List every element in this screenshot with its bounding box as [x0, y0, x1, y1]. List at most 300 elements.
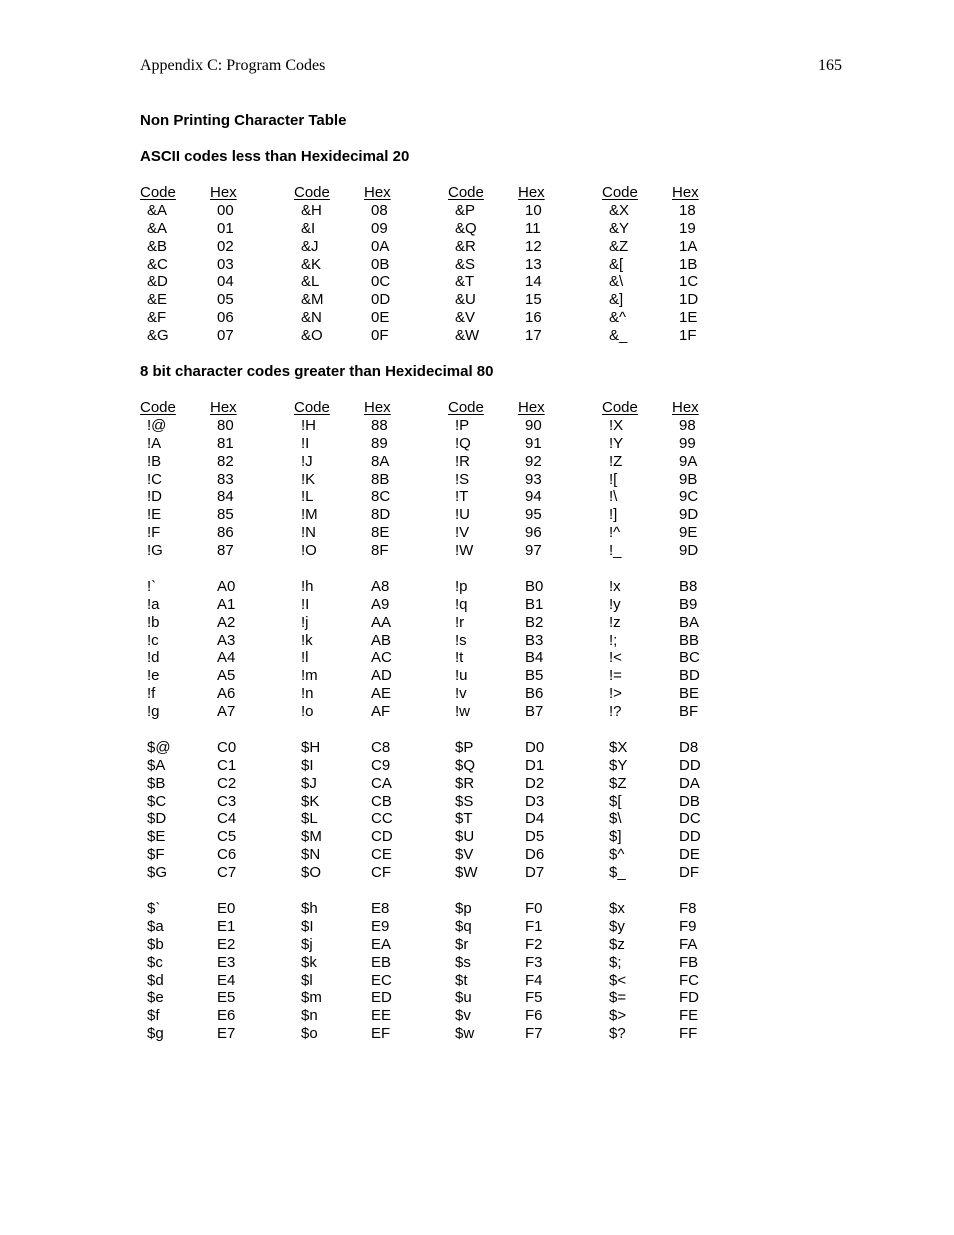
hex-cell: 06	[217, 309, 234, 327]
code-cell: $h	[301, 899, 318, 917]
hex-cell: 84	[217, 488, 234, 506]
group-spacer	[140, 560, 732, 578]
code-cell: $k	[301, 953, 317, 971]
code-cell: $E	[147, 828, 166, 846]
hex-cell: 1C	[679, 273, 699, 291]
table-row	[140, 936, 732, 954]
code-cell: !S	[455, 470, 470, 488]
hex-cell: C0	[217, 738, 237, 756]
code-cell: !F	[147, 524, 161, 542]
code-cell: !Z	[609, 452, 623, 470]
hex-cell: AE	[371, 685, 392, 703]
code-cell: $c	[147, 953, 163, 971]
hex-cell: D8	[679, 738, 699, 756]
hex-cell: CA	[371, 774, 392, 792]
code-cell: Code	[602, 184, 638, 201]
table-row	[140, 506, 732, 524]
code-cell: !w	[455, 703, 470, 721]
hex-cell: AC	[371, 649, 392, 667]
table-row	[140, 220, 732, 238]
code-cell: !Y	[609, 434, 624, 452]
code-cell: !o	[301, 703, 314, 721]
table-row	[140, 972, 732, 990]
group-spacer	[140, 882, 732, 900]
table-row	[140, 238, 732, 256]
code-cell: $j	[301, 935, 313, 953]
code-cell: &S	[455, 255, 476, 273]
hex-cell: FE	[679, 1007, 699, 1025]
code-cell: $[	[609, 792, 622, 810]
code-cell: &R	[455, 237, 476, 255]
hex-cell: EA	[371, 935, 392, 953]
code-cell: $O	[301, 864, 322, 882]
hex-cell: 98	[679, 416, 696, 434]
code-cell: $T	[455, 810, 473, 828]
hex-cell: AF	[371, 703, 391, 721]
hex-cell: 86	[217, 524, 234, 542]
code-cell: $Y	[609, 756, 628, 774]
table-row	[140, 417, 732, 435]
code-cell: &T	[455, 273, 475, 291]
code-cell: $P	[455, 738, 474, 756]
code-cell: !r	[455, 613, 465, 631]
table-row	[140, 632, 732, 650]
hex-cell: A9	[371, 595, 390, 613]
hex-cell: E2	[217, 935, 236, 953]
table-header-row	[140, 184, 732, 202]
hex-cell: DF	[679, 864, 699, 882]
hex-cell: B4	[525, 649, 544, 667]
code-cell: !f	[147, 685, 156, 703]
ascii-section-heading: ASCII codes less than Hexidecimal 20	[140, 148, 410, 165]
code-cell: !\	[609, 488, 618, 506]
hex-cell: 9C	[679, 488, 699, 506]
table-title: Non Printing Character Table	[140, 112, 347, 129]
table-row	[140, 327, 732, 345]
code-cell: $v	[455, 1007, 471, 1025]
code-cell: &Z	[609, 237, 629, 255]
code-cell: $r	[455, 935, 469, 953]
hex-cell: F1	[525, 917, 543, 935]
code-cell: &B	[147, 237, 168, 255]
table-row	[140, 273, 732, 291]
table-row	[140, 578, 732, 596]
hex-cell: 8D	[371, 506, 391, 524]
hex-cell: 1B	[679, 255, 698, 273]
hex-cell: 85	[217, 506, 234, 524]
hex-cell: C6	[217, 846, 237, 864]
hex-cell: EE	[371, 1007, 392, 1025]
hex-cell: 97	[525, 542, 542, 560]
code-cell: !l	[301, 649, 309, 667]
code-cell: $I	[301, 756, 314, 774]
hex-cell: C5	[217, 828, 237, 846]
hex-cell: 81	[217, 434, 234, 452]
code-cell: $K	[301, 792, 320, 810]
table-row	[140, 202, 732, 220]
hex-cell: 13	[525, 255, 542, 273]
code-cell: !h	[301, 577, 314, 595]
code-cell: $;	[609, 953, 622, 971]
hex-cell: A8	[371, 577, 390, 595]
hex-cell: 91	[525, 434, 542, 452]
hex-cell: A2	[217, 613, 236, 631]
hex-cell: CE	[371, 846, 392, 864]
hex-cell: 02	[217, 237, 234, 255]
code-cell: &V	[455, 309, 476, 327]
hex-cell: Hex	[518, 184, 545, 201]
code-cell: $N	[301, 846, 321, 864]
code-cell: !J	[301, 452, 313, 470]
hex-cell: F8	[679, 899, 697, 917]
code-cell: Code	[140, 399, 176, 416]
code-cell: &Y	[609, 219, 630, 237]
code-cell: $Z	[609, 774, 627, 792]
code-cell: !I	[301, 595, 310, 613]
hex-cell: 9D	[679, 506, 699, 524]
code-cell: $<	[609, 971, 627, 989]
hex-cell: 03	[217, 255, 234, 273]
hex-cell: CC	[371, 810, 393, 828]
hex-cell: 83	[217, 470, 234, 488]
code-cell: &F	[147, 309, 167, 327]
hex-cell: FA	[679, 935, 698, 953]
table-row	[140, 435, 732, 453]
hex-cell: BF	[679, 703, 699, 721]
code-cell: !D	[147, 488, 162, 506]
hex-cell: 04	[217, 273, 234, 291]
hex-cell: 17	[525, 327, 542, 345]
table-row	[140, 810, 732, 828]
code-cell: !t	[455, 649, 464, 667]
code-cell: !P	[455, 416, 470, 434]
hex-cell: Hex	[210, 399, 237, 416]
hex-cell: E8	[371, 899, 390, 917]
code-cell: $S	[455, 792, 474, 810]
code-cell: !x	[609, 577, 621, 595]
code-cell: &M	[301, 291, 324, 309]
hex-cell: FC	[679, 971, 699, 989]
table-header-row	[140, 399, 732, 417]
hex-cell: 00	[217, 201, 234, 219]
hex-cell: 9D	[679, 542, 699, 560]
table-row	[140, 667, 732, 685]
hex-cell: 87	[217, 542, 234, 560]
code-cell: $]	[609, 828, 622, 846]
code-cell: $?	[609, 1025, 626, 1043]
hex-cell: C3	[217, 792, 237, 810]
table-row	[140, 703, 732, 721]
code-cell: !j	[301, 613, 309, 631]
code-cell: &E	[147, 291, 168, 309]
group-spacer	[140, 721, 732, 739]
hex-cell: A7	[217, 703, 236, 721]
table-row	[140, 864, 732, 882]
hex-cell: C9	[371, 756, 391, 774]
hex-cell: 8C	[371, 488, 391, 506]
code-cell: $a	[147, 917, 164, 935]
code-cell: $l	[301, 971, 313, 989]
code-cell: $d	[147, 971, 164, 989]
hex-cell: Hex	[364, 184, 391, 201]
code-cell: &^	[609, 309, 627, 327]
code-cell: !u	[455, 667, 468, 685]
table-row	[140, 453, 732, 471]
eight-bit-section-heading: 8 bit character codes greater than Hexidecimal 80	[140, 363, 494, 380]
code-cell: &U	[455, 291, 476, 309]
page-number: 165	[818, 57, 842, 74]
hex-cell: C1	[217, 756, 237, 774]
hex-cell: EF	[371, 1025, 391, 1043]
code-cell: $x	[609, 899, 625, 917]
code-cell: !s	[455, 631, 467, 649]
hex-cell: 0F	[371, 327, 389, 345]
code-cell: &I	[301, 219, 316, 237]
hex-cell: C4	[217, 810, 237, 828]
hex-cell: E3	[217, 953, 236, 971]
hex-cell: D1	[525, 756, 545, 774]
hex-cell: Hex	[672, 184, 699, 201]
hex-cell: E9	[371, 917, 390, 935]
hex-cell: 0A	[371, 237, 390, 255]
hex-cell: 16	[525, 309, 542, 327]
hex-cell: 90	[525, 416, 542, 434]
hex-cell: F0	[525, 899, 543, 917]
code-cell: $@	[147, 738, 171, 756]
code-cell: Code	[602, 399, 638, 416]
code-cell: !?	[609, 703, 622, 721]
hex-cell: BE	[679, 685, 700, 703]
hex-cell: D0	[525, 738, 545, 756]
hex-cell: B1	[525, 595, 544, 613]
hex-cell: Hex	[364, 399, 391, 416]
hex-cell: B7	[525, 703, 544, 721]
hex-cell: 8A	[371, 452, 390, 470]
hex-cell: Hex	[672, 399, 699, 416]
hex-cell: D3	[525, 792, 545, 810]
code-cell: !C	[147, 470, 162, 488]
hex-cell: 95	[525, 506, 542, 524]
table-row	[140, 596, 732, 614]
hex-cell: 80	[217, 416, 234, 434]
hex-cell: F6	[525, 1007, 543, 1025]
table-row	[140, 828, 732, 846]
hex-cell: 8F	[371, 542, 389, 560]
table-row	[140, 1025, 732, 1043]
code-cell: $g	[147, 1025, 164, 1043]
code-cell: $J	[301, 774, 317, 792]
eight-bit-code-table	[140, 399, 732, 1043]
code-cell: $>	[609, 1007, 627, 1025]
hex-cell: 15	[525, 291, 542, 309]
hex-cell: A1	[217, 595, 236, 613]
table-row	[140, 757, 732, 775]
hex-cell: 9A	[679, 452, 698, 470]
code-cell: !d	[147, 649, 160, 667]
hex-cell: 94	[525, 488, 542, 506]
table-row	[140, 954, 732, 972]
hex-cell: FF	[679, 1025, 698, 1043]
hex-cell: 11	[525, 219, 541, 237]
code-cell: Code	[294, 399, 330, 416]
code-cell: &]	[609, 291, 624, 309]
hex-cell: A0	[217, 577, 236, 595]
code-cell: $s	[455, 953, 471, 971]
code-cell: $X	[609, 738, 628, 756]
table-row	[140, 918, 732, 936]
hex-cell: EB	[371, 953, 392, 971]
code-cell: &D	[147, 273, 168, 291]
code-cell: $f	[147, 1007, 160, 1025]
code-cell: $D	[147, 810, 167, 828]
hex-cell: F9	[679, 917, 697, 935]
hex-cell: 01	[217, 219, 234, 237]
table-row	[140, 542, 732, 560]
code-cell: &W	[455, 327, 480, 345]
code-cell: $=	[609, 989, 627, 1007]
code-cell: !R	[455, 452, 470, 470]
code-cell: !I	[301, 434, 310, 452]
code-cell: !X	[609, 416, 624, 434]
code-cell: $o	[301, 1025, 318, 1043]
hex-cell: BB	[679, 631, 700, 649]
code-cell: $W	[455, 864, 478, 882]
hex-cell: F4	[525, 971, 543, 989]
hex-cell: DC	[679, 810, 701, 828]
code-cell: &G	[147, 327, 169, 345]
hex-cell: Hex	[210, 184, 237, 201]
hex-cell: AA	[371, 613, 392, 631]
hex-cell: F7	[525, 1025, 543, 1043]
code-cell: !M	[301, 506, 318, 524]
hex-cell: D4	[525, 810, 545, 828]
code-cell: &Q	[455, 219, 477, 237]
code-cell: Code	[294, 184, 330, 201]
hex-cell: CB	[371, 792, 392, 810]
table-row	[140, 291, 732, 309]
code-cell: !U	[455, 506, 470, 524]
code-cell: $R	[455, 774, 475, 792]
code-cell: !]	[609, 506, 618, 524]
code-cell: $m	[301, 989, 322, 1007]
code-cell: !a	[147, 595, 160, 613]
hex-cell: BC	[679, 649, 700, 667]
code-cell: $u	[455, 989, 472, 1007]
code-cell: !Q	[455, 434, 471, 452]
code-cell: $L	[301, 810, 318, 828]
hex-cell: 12	[525, 237, 542, 255]
table-row	[140, 775, 732, 793]
code-cell: !^	[609, 524, 621, 542]
hex-cell: B2	[525, 613, 544, 631]
code-cell: !A	[147, 434, 162, 452]
code-cell: !e	[147, 667, 160, 685]
table-row	[140, 739, 732, 757]
hex-cell: D2	[525, 774, 545, 792]
code-cell: Code	[140, 184, 176, 201]
table-row	[140, 309, 732, 327]
code-cell: $b	[147, 935, 164, 953]
code-cell: &P	[455, 201, 476, 219]
code-cell: !H	[301, 416, 316, 434]
code-cell: &O	[301, 327, 323, 345]
code-cell: &N	[301, 309, 322, 327]
hex-cell: AB	[371, 631, 392, 649]
hex-cell: B9	[679, 595, 698, 613]
code-cell: $A	[147, 756, 166, 774]
hex-cell: 8E	[371, 524, 390, 542]
code-cell: !n	[301, 685, 314, 703]
hex-cell: 14	[525, 273, 542, 291]
code-cell: &A	[147, 201, 168, 219]
hex-cell: ED	[371, 989, 392, 1007]
code-cell: !E	[147, 506, 162, 524]
table-row	[140, 524, 732, 542]
hex-cell: E1	[217, 917, 236, 935]
table-row	[140, 846, 732, 864]
hex-cell: 1E	[679, 309, 698, 327]
hex-cell: Hex	[518, 399, 545, 416]
hex-cell: 18	[679, 201, 696, 219]
table-row	[140, 471, 732, 489]
table-row	[140, 989, 732, 1007]
hex-cell: 92	[525, 452, 542, 470]
code-cell: &\	[609, 273, 624, 291]
code-cell: $_	[609, 864, 626, 882]
code-cell: !p	[455, 577, 468, 595]
hex-cell: 09	[371, 219, 388, 237]
table-row	[140, 256, 732, 274]
code-cell: !m	[301, 667, 318, 685]
code-cell: !=	[609, 667, 622, 685]
code-cell: $y	[609, 917, 625, 935]
code-cell: !T	[455, 488, 469, 506]
table-row	[140, 649, 732, 667]
code-cell: !K	[301, 470, 316, 488]
hex-cell: 96	[525, 524, 542, 542]
code-cell: $z	[609, 935, 625, 953]
hex-cell: DD	[679, 828, 701, 846]
table-row	[140, 614, 732, 632]
hex-cell: 1D	[679, 291, 699, 309]
code-cell: $I	[301, 917, 314, 935]
hex-cell: 19	[679, 219, 696, 237]
code-cell: &[	[609, 255, 624, 273]
hex-cell: D7	[525, 864, 545, 882]
code-cell: !>	[609, 685, 622, 703]
hex-cell: EC	[371, 971, 392, 989]
code-cell: !v	[455, 685, 467, 703]
hex-cell: E4	[217, 971, 236, 989]
hex-cell: A6	[217, 685, 236, 703]
hex-cell: 0C	[371, 273, 391, 291]
code-cell: $F	[147, 846, 165, 864]
hex-cell: F5	[525, 989, 543, 1007]
hex-cell: DA	[679, 774, 700, 792]
hex-cell: 93	[525, 470, 542, 488]
code-cell: !q	[455, 595, 468, 613]
code-cell: Code	[448, 399, 484, 416]
code-cell: &J	[301, 237, 319, 255]
code-cell: !V	[455, 524, 470, 542]
code-cell: &C	[147, 255, 168, 273]
code-cell: !c	[147, 631, 159, 649]
hex-cell: E5	[217, 989, 236, 1007]
code-cell: ![	[609, 470, 618, 488]
hex-cell: FD	[679, 989, 699, 1007]
code-cell: &L	[301, 273, 320, 291]
code-cell: !L	[301, 488, 314, 506]
